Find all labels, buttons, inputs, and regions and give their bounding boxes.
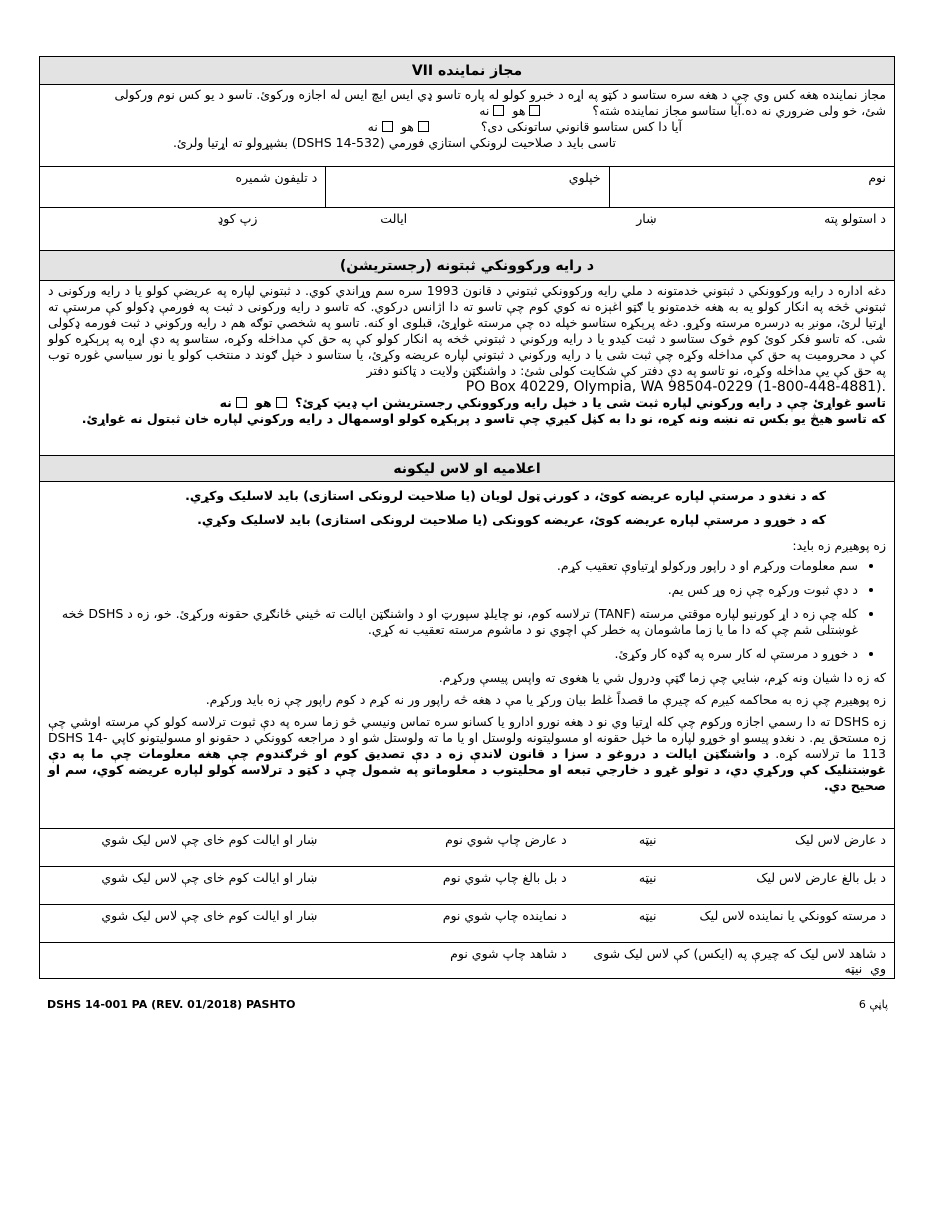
voter-closing: که تاسو هيڅ يو بکس ته نښه ونه کړه، نو دا به کڼل کيږي چې تاسو د پرېکړه کولو اوسمهال د رايه ورکوني لپاره خان ثبتول نه غواړئ. <box>81 411 886 426</box>
question-legal-guardian: آيا دا کس ستاسو قانوني ساتونکی دی؟ هو نه <box>367 119 683 134</box>
obligations-list <box>48 558 886 662</box>
representative-signature-field[interactable]: د مرسته کوونکي يا نماينده لاس ليک <box>699 908 886 923</box>
zip-field[interactable]: زپ کوډ <box>217 211 258 226</box>
no-checkbox[interactable] <box>236 397 247 408</box>
rep-name-row <box>40 167 894 208</box>
printed-name-field[interactable]: د بل بالغ چاپ شوي نوم <box>442 870 567 885</box>
voter-title: د رايه ورکوونکي ثبتونه (رجستريشن) <box>339 258 595 274</box>
other-adult-signature-field[interactable]: د بل بالغ عارض لاس ليک <box>756 870 886 885</box>
list-item: • د دې ثبوت ورکړه چې زه وړ کس يم. <box>56 582 858 598</box>
yes-checkbox[interactable] <box>276 397 287 408</box>
rep-address-row <box>40 208 894 251</box>
date-field[interactable]: نيټه <box>638 832 657 847</box>
authorized-rep-info <box>40 85 894 167</box>
declaration-title: اعلاميه او لاس ليکونه <box>393 461 541 477</box>
list-item: • سم معلومات ورکړم او د راپور ورکولو اړتياوې تعقيب کړم. <box>56 558 858 574</box>
voter-info <box>40 281 894 456</box>
signature-row-applicant <box>40 828 894 866</box>
phone-field[interactable]: د تليفون شميره <box>235 170 318 185</box>
voter-body: دغه اداره د رايه ورکوونکي د ثبتوني خدمتونه د ملي رايه ورکوونکي ثبتوني د قانون 1993 سره سم وړاندي کوي. د ثبتوني لپاره په عريضې کولو یا د رايه ورکونی د ثبتوني څخه په انکار کولو يه به هغه خدمتونو يا ګټو اغېزه نه کوي کوم چې تاسو ته دا اژانس درکوي. که تاسو د رايه ورکونی د ثبت په فورمې ډکولو کې مرستې ته اړتيا لرئ، مونږ به درسره مرسته وکړو. دغه پرېکړه ستاسو خپله ده چې مرسته غواړئ، قبلوی او کنه. تاسو په شخصي توګه هم د رايه ورکوني د ثبت فورمه ډکولی شی. که تاسو فکر کوئ کوم څوک ستاسو د ثبت کيدو يا د رايه ورکوني د ثبتوني څخه په انکار کولو کې په حق کې مداخله وکړه، ستاسو په دې اړه په پرېکړه کولو کې د محروميت په حق کې مداخله وکړه چې ثبت شی يا د رايه ورکوني د ثبتوني لپاره عريضه وکړئ، يا ستاسو د خپل ګوند د منتخب کولو يا نور سياسي غوره توب په حق کې يې مداخله وکړه، نو تاسو په دې دفتر کې شکايت کولی شئ: د واشنګټن ولايت د ټاکنو دفتر <box>48 283 886 378</box>
city-field[interactable]: ښار <box>636 211 657 226</box>
no-checkbox[interactable] <box>382 121 393 132</box>
city-state-signed-field[interactable]: ښار او ايالت کوم خای چې لاس ليک شوي <box>101 832 318 847</box>
representative-form-note: تاسی باید د صلاحیت لرونکي استازي فورمي (DSHS 14-532) بشپړولو ته اړتيا ولرئ. <box>172 135 616 150</box>
yes-checkbox[interactable] <box>529 105 540 116</box>
signature-row-other-adult <box>40 866 894 904</box>
state-field[interactable]: ايالت <box>380 211 408 226</box>
voter-header <box>40 251 894 281</box>
page-number: پاڼې 6 <box>858 998 888 1011</box>
yes-checkbox[interactable] <box>418 121 429 132</box>
city-state-signed-field[interactable]: ښار او ايالت کوم خای چې لاس ليک شوي <box>101 870 318 885</box>
no-checkbox[interactable] <box>493 105 504 116</box>
food-signature-rule: که د خوړو د مرستې لپاره عريضه کوئ، عريضه کوونکی (يا صلاحيت لرونکی استازی) بايد لاسليک وکړي. <box>197 512 826 527</box>
section-vii-header <box>40 57 894 85</box>
date-field[interactable]: نيټه <box>638 870 657 885</box>
prosecution-text: زه پوهيږم چې زه به محاکمه کيږم که چيرې ما قصداً غلط بيان ورکړ يا مې د هغه څه راپور ور نه کړم د کوم راپور چې زه بايد ورکړم. <box>205 692 886 707</box>
voter-question: تاسو غواړئ چې د رايه ورکوني لپاره ثبت شی يا د خپل رايه ورکوونکي رجستريشن اپ ډيټ کړئ؟ هو نه <box>219 395 886 410</box>
elections-address: PO Box 40229, Olympia, WA 98504-0229 (1-800-448-4881). <box>465 379 886 395</box>
list-item: • د خوړو د مرستې له کار سره په ګډه کار وکړئ. <box>56 646 858 662</box>
section-vii-title: VII مجاز نماينده <box>411 63 523 79</box>
question-has-rep: شئ، خو ولی ضروري نه ده.آیا ستاسو مجاز نماينده شته؟ هو نه <box>479 103 886 118</box>
signature-row-witness <box>40 942 894 978</box>
mailing-address-field[interactable]: د استولو پته <box>824 211 886 226</box>
consequences-text: که زه دا شيان ونه کړم، ښايي چې زما ګټې ودرول شي يا هغوی ته واپس پيسې ورکړم. <box>438 670 886 685</box>
date-field[interactable]: نيټه <box>638 908 657 923</box>
cash-signature-rule: که د نغدو د مرستې لپاره عريضه کوئ، د کورنۍ ټول لويان (يا صلاحيت لرونکی استازی) بايد لاسليک وکړي. <box>185 488 826 503</box>
city-state-signed-field[interactable]: ښار او ايالت کوم خای چې لاس ليک شوي <box>101 908 318 923</box>
declaration-body <box>40 482 894 828</box>
list-item: • کله چې زه د اړ کورنيو لپاره موقتي مرسته (TANF) ترلاسه کوم، نو چايلډ سپورټ او د واشنګټن ايالت ته څيني ځانګړي حقونه ورکړئ. خو، زه د DSHS څخه غوښتلی شم چې که دا ما يا زما ماشومان په خطر کې اچوي نو د ماشوم مرسته تعقيب نه کړي. <box>56 606 858 638</box>
name-field[interactable]: نوم <box>609 167 894 207</box>
printed-name-field[interactable]: د عارض چاپ شوي نوم <box>445 832 567 847</box>
authorization-text: زه DSHS ته دا رسمي اجازه ورکوم چې کله اړتيا وي نو د هغه نورو ادارو يا کسانو سره تماس ونيسي څو زما سره په دې ثبوت ترلاسه کولو کې مرسته اوشي چې زه مستحق يم. د نغدو پيسو او خوړو لپاره ما خپل حقونه او مسولیتونه ولوستل او يا ما ته ولوستل شو او د مراجعه کوونکي د حقونو او مسولیتونو کاپي DSHS 14-113 ما ترلاسه کړه. د واشنګټن ايالت د دروغو د سزا د قانون لاندې زه د دې تصديق کوم او څرګندوم چې هغه معلومات چې ما په دې غوښتنليک کې ورکړي دي، د تولو غړو د خارجي تبعه او محليتوب د معلوماتو په شمول چې د کټو د ترلاسه کولو لپاره عريضه کوي، سم او صحيح دي. <box>48 714 886 793</box>
perjury-statement: د واشنګټن ايالت د دروغو د سزا د قانون لاندې زه د دې تصديق کوم او څرګندوم چې هغه معلومات چې ما په دې غوښتنليک کې ورکړي دي، د تولو غړو د خارجي تبعه او محليتوب د معلوماتو په شمول چې د کټو د ترلاسه کولو لپاره عريضه کوي، سم او صحيح دي. <box>48 746 886 793</box>
witness-printed-name-field[interactable]: د شاهد چاپ شوي نوم <box>450 946 567 961</box>
relationship-field[interactable]: خپلوي <box>325 167 608 207</box>
applicant-signature-field[interactable]: د عارض لاس ليک <box>794 832 886 847</box>
signature-row-representative <box>40 904 894 942</box>
form-id: DSHS 14-001 PA (REV. 01/2018) PASHTO <box>47 998 296 1011</box>
authorized-rep-intro: مجاز نماينده هغه کس وي چې د هغه سره ستاسو د کټو په اړه د خبرو کولو له پاره تاسو ډي ايس ايچ ايس له اجازه ورکوئ. تاسو د يو کس نوم ورکولی <box>114 87 886 102</box>
understanding-intro: زه پوهيږم زه بايد: <box>792 538 886 553</box>
declaration-header <box>40 456 894 482</box>
form-page <box>39 56 895 979</box>
printed-name-field[interactable]: د نماينده چاپ شوي نوم <box>442 908 567 923</box>
witness-signature-field[interactable]: د شاهد لاس ليک که چيرې په (ايکس) کې لاس ليک شوی وي نيټه <box>593 946 886 976</box>
